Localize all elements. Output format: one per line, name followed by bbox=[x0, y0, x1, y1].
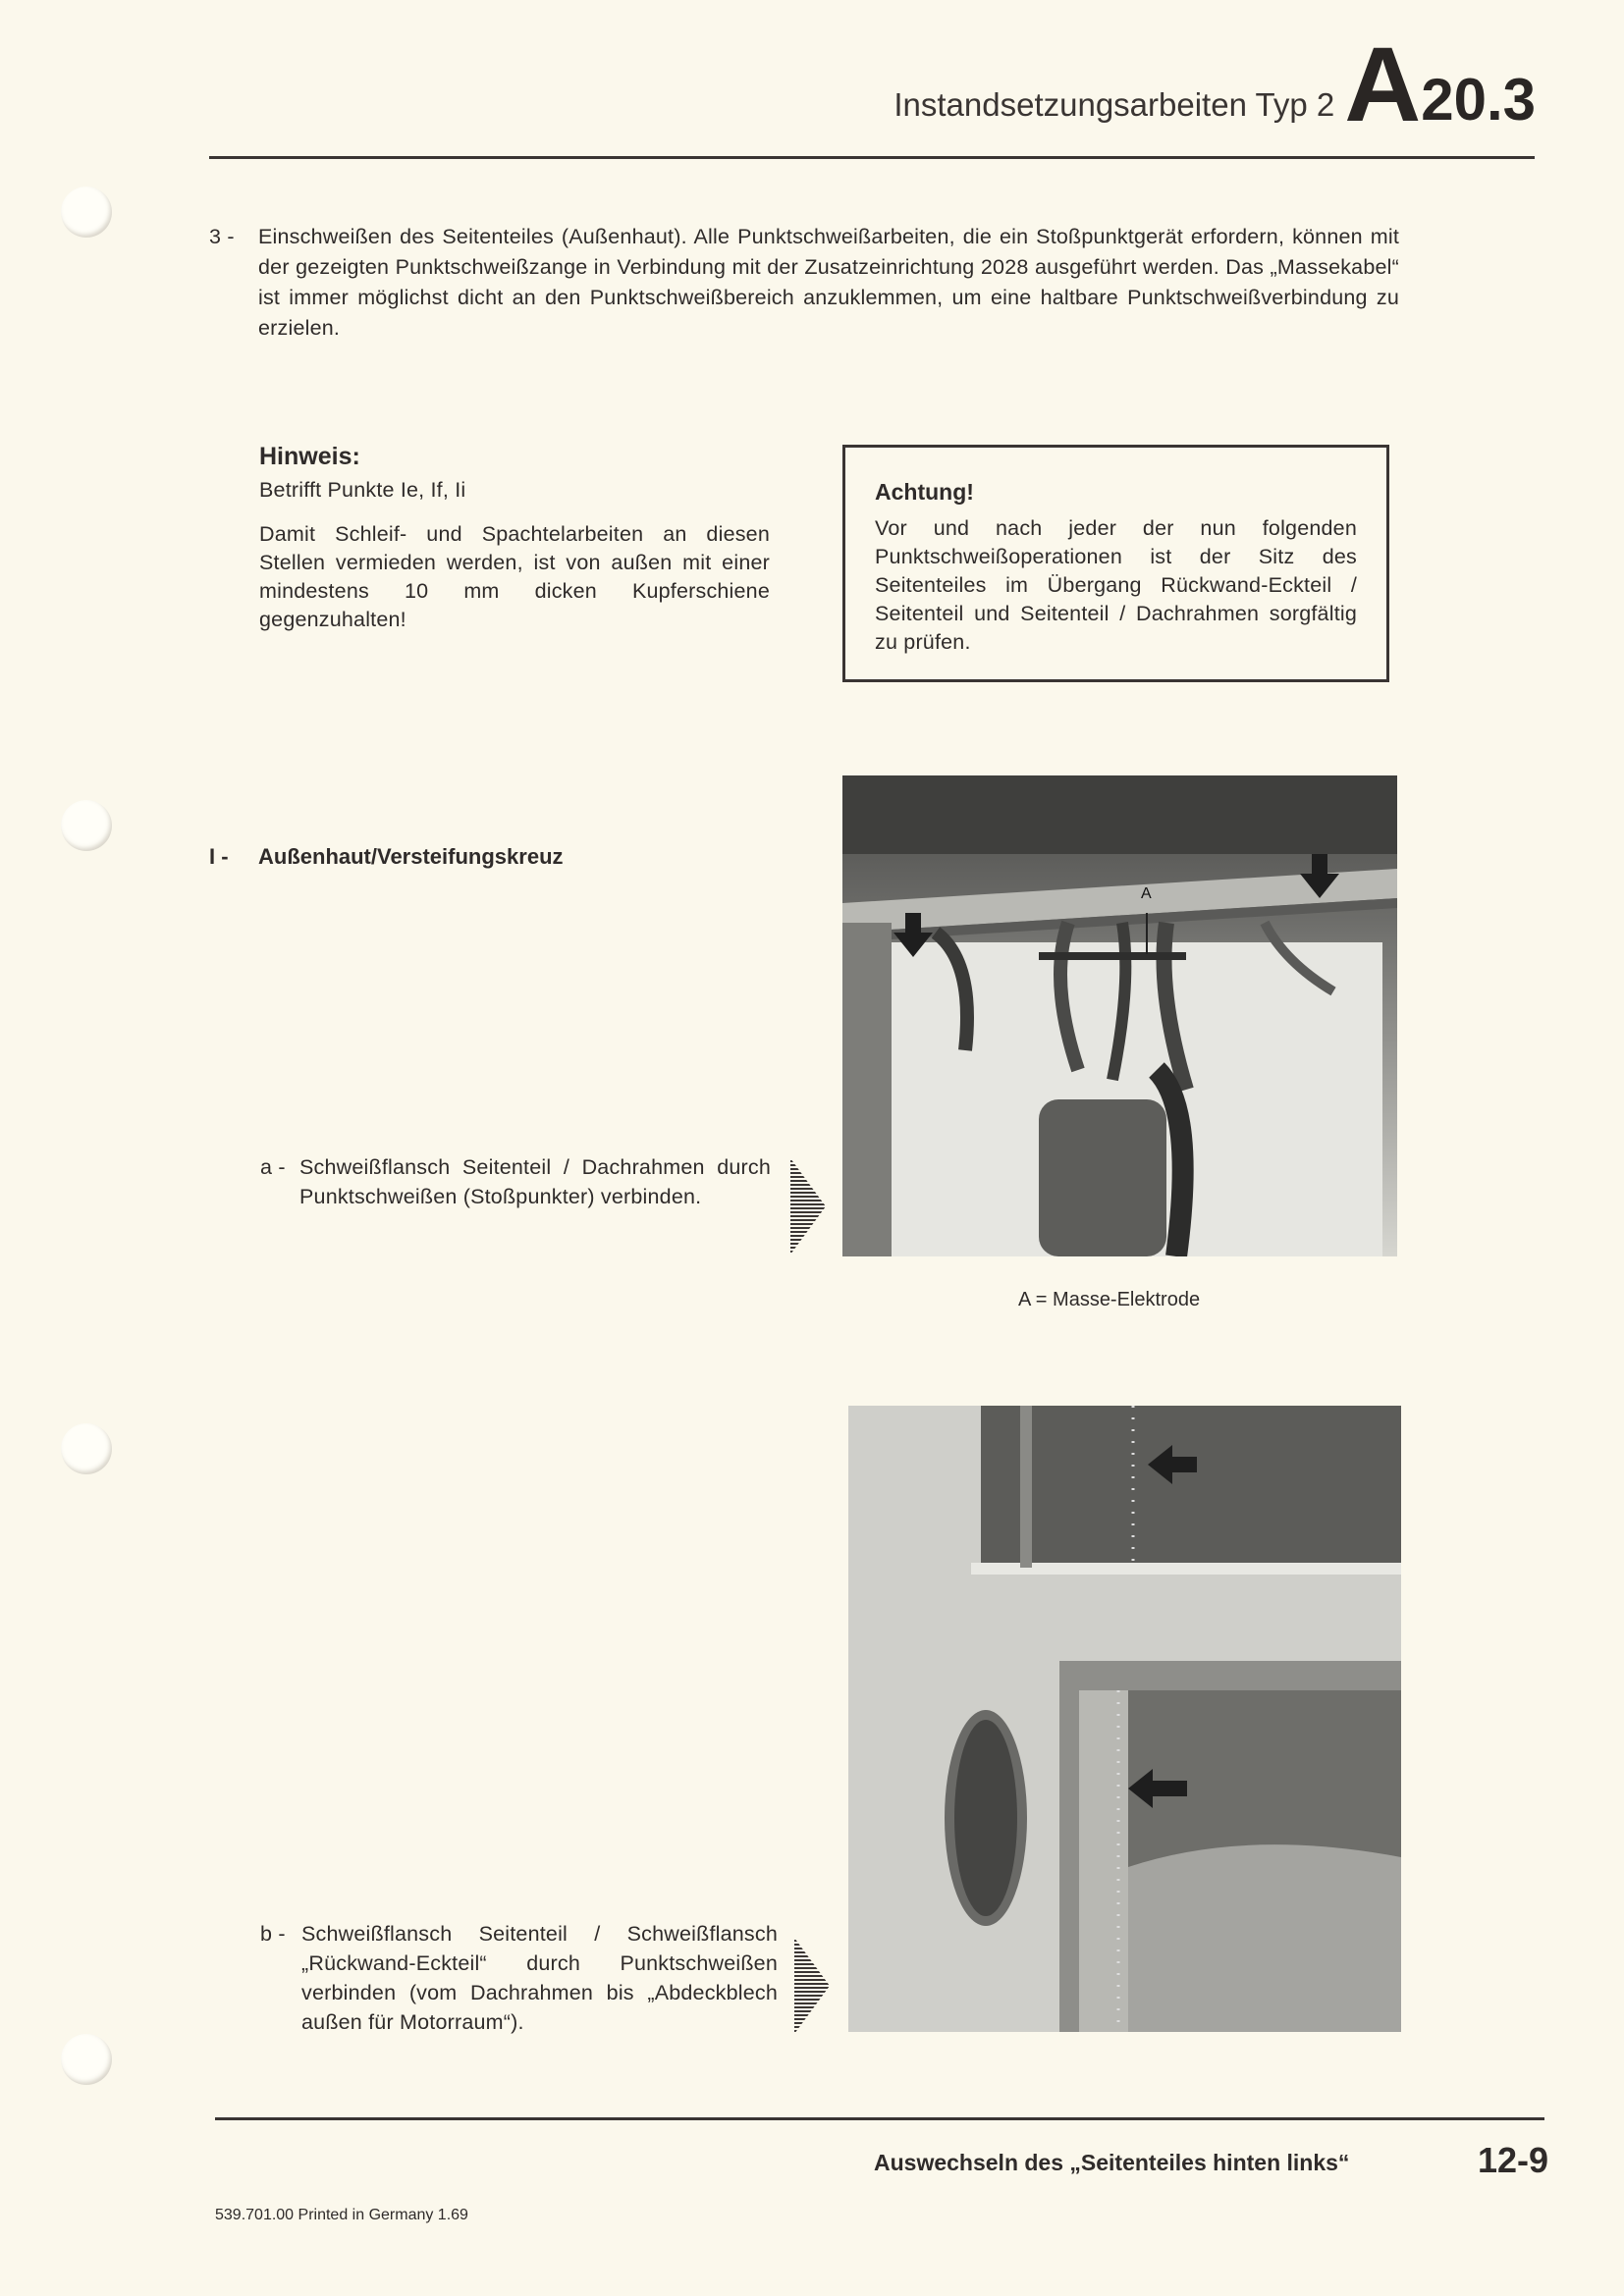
photo-spot-welding-roof-frame bbox=[842, 775, 1397, 1256]
page-header bbox=[893, 25, 1536, 143]
punch-hole bbox=[61, 800, 112, 851]
item-title: Außenhaut/Versteifungskreuz bbox=[258, 844, 564, 869]
welding-photo-illustration bbox=[842, 775, 1397, 1256]
item-b-text: Schweißflansch Seitenteil / Schweißflansch „Rückwand-Eckteil“ durch Punktschweißen verbinden (vom Dachrahmen bis „Abdeckblech außen für Motorraum“). bbox=[301, 1922, 778, 2034]
punch-hole bbox=[61, 187, 112, 238]
achtung-text: Vor und nach jeder der nun folgenden Punktschweißoperationen ist der Sitz des Seitenteiles im Übergang Rückwand-Eckteil / Seitenteil und Seitenteil / Dachrahmen sorgfältig zu prüfen. bbox=[875, 516, 1357, 654]
hinweis-subtitle: Betrifft Punkte Ie, If, Ii bbox=[259, 478, 466, 502]
pointer-arrow-icon bbox=[792, 1936, 832, 2036]
item-letter: a - bbox=[260, 1155, 286, 1179]
step-text: Einschweißen des Seitenteiles (Außenhaut). Alle Punktschweißarbeiten, die ein Stoßpunktgerät erfordern, können mit der gezeigten Punktschweißzange in Verbindung mit der Zusatzeinrichtung 2028 ausgeführt werden. Das „Massekabel“ ist immer möglichst dicht an den Punktschweißbereich anzuklemmen, um eine haltbare Punktschweißverbindung zu erzielen. bbox=[258, 225, 1399, 340]
photo-label-a: A bbox=[1141, 885, 1152, 902]
section-letter: A bbox=[1344, 25, 1422, 143]
item-I-heading bbox=[209, 844, 564, 870]
step-number: 3 - bbox=[209, 225, 235, 248]
header-title: Instandsetzungsarbeiten Typ 2 bbox=[893, 86, 1335, 123]
hinweis-title: Hinweis: bbox=[259, 443, 360, 470]
step-3 bbox=[209, 222, 1399, 344]
panel-photo-illustration bbox=[848, 1406, 1401, 2032]
item-b bbox=[260, 1919, 778, 2037]
page-number: 12-9 bbox=[1478, 2140, 1549, 2180]
achtung-title: Achtung! bbox=[875, 479, 974, 505]
print-info: 539.701.00 Printed in Germany 1.69 bbox=[215, 2207, 468, 2223]
footer-title: Auswechseln des „Seitenteiles hinten links“ bbox=[874, 2150, 1350, 2175]
punch-hole bbox=[61, 2034, 112, 2085]
item-a-text: Schweißflansch Seitenteil / Dachrahmen durch Punktschweißen (Stoßpunkter) verbinden. bbox=[299, 1155, 771, 1208]
hinweis-text: Damit Schleif- und Spachtelarbeiten an diesen Stellen vermieden werden, ist von außen mit einer mindestens 10 mm dicken Kupferschiene gegenzuhalten! bbox=[259, 522, 770, 631]
pointer-arrow-icon bbox=[788, 1156, 828, 1256]
hinweis-note bbox=[259, 440, 770, 634]
section-number: 20.3 bbox=[1421, 67, 1536, 133]
item-number: I - bbox=[209, 844, 229, 869]
footer-rule bbox=[215, 2117, 1544, 2120]
header-rule bbox=[209, 156, 1535, 159]
punch-hole bbox=[61, 1423, 112, 1474]
photo-side-panel-flange bbox=[848, 1406, 1401, 2032]
photo1-caption: A = Masse-Elektrode bbox=[1018, 1289, 1201, 1310]
item-letter: b - bbox=[260, 1922, 286, 1946]
item-a bbox=[260, 1152, 771, 1211]
achtung-box bbox=[842, 445, 1389, 682]
